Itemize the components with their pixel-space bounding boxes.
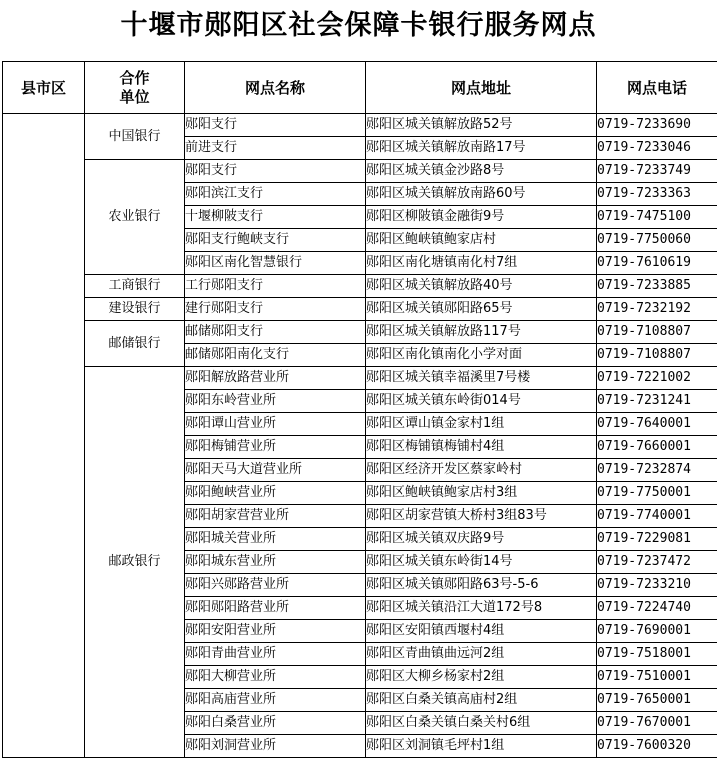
table-row xyxy=(3,114,717,137)
name-cell[interactable]: 郧阳支行 xyxy=(185,160,366,183)
phone-cell[interactable]: 0719-7232874 xyxy=(597,459,717,482)
phone-cell[interactable]: 0719-7233363 xyxy=(597,183,717,206)
name-cell[interactable]: 邮储郧阳支行 xyxy=(185,321,366,344)
name-cell[interactable]: 郧阳东岭营业所 xyxy=(185,390,366,413)
address-cell[interactable]: 郧阳区城关镇解放路40号 xyxy=(366,275,597,298)
phone-cell[interactable]: 0719-7510001 xyxy=(597,666,717,689)
unit-cell[interactable]: 工商银行 xyxy=(85,275,185,298)
phone-cell[interactable]: 0719-7237472 xyxy=(597,551,717,574)
name-cell[interactable]: 郧阳天马大道营业所 xyxy=(185,459,366,482)
name-cell[interactable]: 郧阳胡家营营业所 xyxy=(185,505,366,528)
address-cell[interactable]: 郧阳区城关镇幸福溪里7号楼 xyxy=(366,367,597,390)
address-cell[interactable]: 郧阳区鲍峡镇鲍家店村3组 xyxy=(366,482,597,505)
address-cell[interactable]: 郧阳区城关镇解放路117号 xyxy=(366,321,597,344)
table-body xyxy=(3,114,717,758)
name-cell[interactable]: 工行郧阳支行 xyxy=(185,275,366,298)
address-cell[interactable]: 郧阳区南化塘镇南化村7组 xyxy=(366,252,597,275)
phone-cell[interactable]: 0719-7640001 xyxy=(597,413,717,436)
phone-cell[interactable]: 0719-7229081 xyxy=(597,528,717,551)
unit-cell[interactable]: 建设银行 xyxy=(85,298,185,321)
address-cell[interactable]: 郧阳区白桑关镇高庙村2组 xyxy=(366,689,597,712)
name-cell[interactable]: 郧阳滨江支行 xyxy=(185,183,366,206)
name-cell[interactable]: 郧阳郧阳路营业所 xyxy=(185,597,366,620)
phone-cell[interactable]: 0719-7232192 xyxy=(597,298,717,321)
name-cell[interactable]: 郧阳梅铺营业所 xyxy=(185,436,366,459)
address-cell[interactable]: 郧阳区安阳镇西堰村4组 xyxy=(366,620,597,643)
header-county: 县市区 xyxy=(3,62,85,114)
phone-cell[interactable]: 0719-7233749 xyxy=(597,160,717,183)
phone-cell[interactable]: 0719-7690001 xyxy=(597,620,717,643)
table-row xyxy=(3,275,717,298)
unit-cell[interactable]: 邮政银行 xyxy=(85,367,185,758)
name-cell[interactable]: 郧阳支行 xyxy=(185,114,366,137)
address-cell[interactable]: 郧阳区城关镇沿江大道172号8 xyxy=(366,597,597,620)
phone-cell[interactable]: 0719-7233046 xyxy=(597,137,717,160)
address-cell[interactable]: 郧阳区城关镇双庆路9号 xyxy=(366,528,597,551)
phone-cell[interactable]: 0719-7670001 xyxy=(597,712,717,735)
phone-cell[interactable]: 0719-7231241 xyxy=(597,390,717,413)
address-cell[interactable]: 郧阳区城关镇解放南路60号 xyxy=(366,183,597,206)
phone-cell[interactable]: 0719-7233690 xyxy=(597,114,717,137)
phone-cell[interactable]: 0719-7475100 xyxy=(597,206,717,229)
phone-cell[interactable]: 0719-7108807 xyxy=(597,321,717,344)
name-cell[interactable]: 郧阳区南化智慧银行 xyxy=(185,252,366,275)
header-phone: 网点电话 xyxy=(597,62,717,114)
address-cell[interactable]: 郧阳区城关镇东岭街014号 xyxy=(366,390,597,413)
address-cell[interactable]: 郧阳区南化镇南化小学对面 xyxy=(366,344,597,367)
address-cell[interactable]: 郧阳区大柳乡杨家村2组 xyxy=(366,666,597,689)
table-row xyxy=(3,321,717,344)
address-cell[interactable]: 郧阳区刘洞镇毛坪村1组 xyxy=(366,735,597,758)
name-cell[interactable]: 郧阳高庙营业所 xyxy=(185,689,366,712)
name-cell[interactable]: 郧阳支行鲍峡支行 xyxy=(185,229,366,252)
sheet-title: 十堰市郧阳区社会保障卡银行服务网点 xyxy=(120,10,597,41)
address-cell[interactable]: 郧阳区城关镇郧阳路63号-5-6 xyxy=(366,574,597,597)
name-cell[interactable]: 十堰柳陂支行 xyxy=(185,206,366,229)
address-cell[interactable]: 郧阳区白桑关镇白桑关村6组 xyxy=(366,712,597,735)
address-cell[interactable]: 郧阳区柳陂镇金融街9号 xyxy=(366,206,597,229)
name-cell[interactable]: 郧阳安阳营业所 xyxy=(185,620,366,643)
unit-cell[interactable]: 中国银行 xyxy=(85,114,185,160)
address-cell[interactable]: 郧阳区鲍峡镇鲍家店村 xyxy=(366,229,597,252)
address-cell[interactable]: 郧阳区城关镇解放路52号 xyxy=(366,114,597,137)
phone-cell[interactable]: 0719-7600320 xyxy=(597,735,717,758)
phone-cell[interactable]: 0719-7660001 xyxy=(597,436,717,459)
address-cell[interactable]: 郧阳区梅铺镇梅铺村4组 xyxy=(366,436,597,459)
phone-cell[interactable]: 0719-7233210 xyxy=(597,574,717,597)
phone-cell[interactable]: 0719-7221002 xyxy=(597,367,717,390)
address-cell[interactable]: 郧阳区城关镇金沙路8号 xyxy=(366,160,597,183)
address-cell[interactable]: 郧阳区青曲镇曲远河2组 xyxy=(366,643,597,666)
name-cell[interactable]: 郧阳解放路营业所 xyxy=(185,367,366,390)
unit-cell[interactable]: 农业银行 xyxy=(85,160,185,275)
name-cell[interactable]: 郧阳城关营业所 xyxy=(185,528,366,551)
table-header-row xyxy=(3,62,717,114)
phone-cell[interactable]: 0719-7750001 xyxy=(597,482,717,505)
name-cell[interactable]: 前进支行 xyxy=(185,137,366,160)
address-cell[interactable]: 郧阳区城关镇东岭街14号 xyxy=(366,551,597,574)
header-unit-line: 单位 xyxy=(119,87,150,106)
name-cell[interactable]: 郧阳大柳营业所 xyxy=(185,666,366,689)
address-cell[interactable]: 郧阳区城关镇解放南路17号 xyxy=(366,137,597,160)
phone-cell[interactable]: 0719-7108807 xyxy=(597,344,717,367)
name-cell[interactable]: 建行郧阳支行 xyxy=(185,298,366,321)
table-row xyxy=(3,160,717,183)
service-points-table xyxy=(2,61,717,758)
phone-cell[interactable]: 0719-7750060 xyxy=(597,229,717,252)
name-cell[interactable]: 郧阳青曲营业所 xyxy=(185,643,366,666)
header-unit xyxy=(85,62,185,114)
phone-cell[interactable]: 0719-7224740 xyxy=(597,597,717,620)
phone-cell[interactable]: 0719-7233885 xyxy=(597,275,717,298)
table-row xyxy=(3,367,717,390)
name-cell[interactable]: 郧阳鲍峡营业所 xyxy=(185,482,366,505)
table-row xyxy=(3,298,717,321)
phone-cell[interactable]: 0719-7518001 xyxy=(597,643,717,666)
name-cell[interactable]: 郧阳白桑营业所 xyxy=(185,712,366,735)
unit-cell[interactable]: 邮储银行 xyxy=(85,321,185,367)
address-cell[interactable]: 郧阳区城关镇郧阳路65号 xyxy=(366,298,597,321)
name-cell[interactable]: 郧阳谭山营业所 xyxy=(185,413,366,436)
name-cell[interactable]: 邮储郧阳南化支行 xyxy=(185,344,366,367)
name-cell[interactable]: 郧阳城东营业所 xyxy=(185,551,366,574)
phone-cell[interactable]: 0719-7650001 xyxy=(597,689,717,712)
name-cell[interactable]: 郧阳兴郧路营业所 xyxy=(185,574,366,597)
phone-cell[interactable]: 0719-7610619 xyxy=(597,252,717,275)
header-address: 网点地址 xyxy=(366,62,597,114)
name-cell[interactable]: 郧阳刘洞营业所 xyxy=(185,735,366,758)
address-cell[interactable]: 郧阳区经济开发区蔡家岭村 xyxy=(366,459,597,482)
address-cell[interactable]: 郧阳区胡家营镇大桥村3组83号 xyxy=(366,505,597,528)
address-cell[interactable]: 郧阳区谭山镇金家村1组 xyxy=(366,413,597,436)
header-unit-line: 合作 xyxy=(119,68,150,87)
phone-cell[interactable]: 0719-7740001 xyxy=(597,505,717,528)
county-cell[interactable] xyxy=(3,114,85,758)
header-name: 网点名称 xyxy=(185,62,366,114)
